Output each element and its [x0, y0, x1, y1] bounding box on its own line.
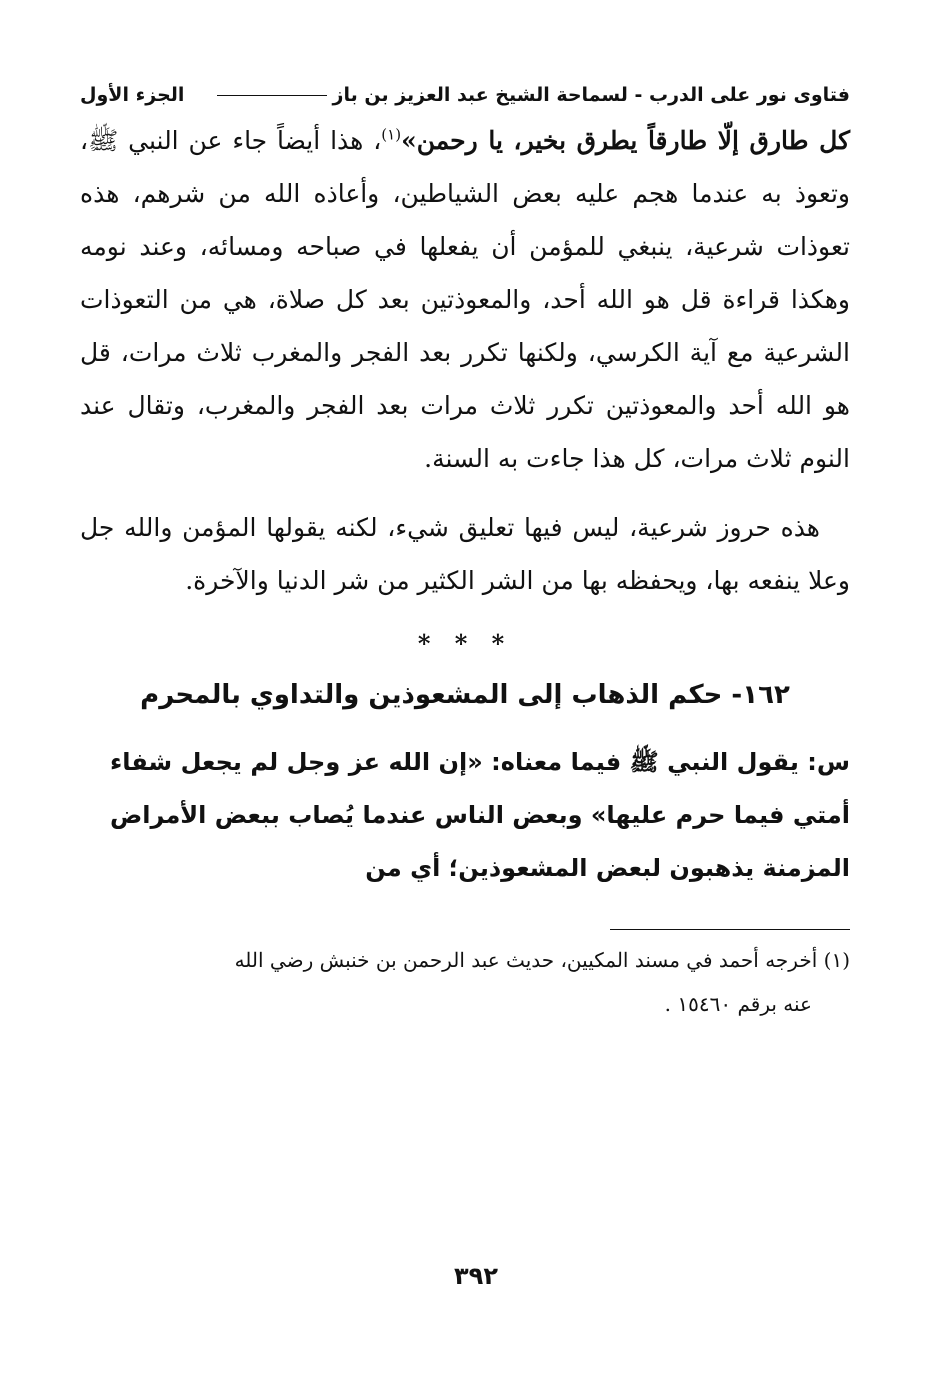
footnote	[80, 938, 850, 1026]
page-number: ٣٩٢	[454, 1262, 498, 1290]
header-part: الجزء الأول	[80, 84, 185, 106]
quote-end: كل طارق إلّا طارقاً يطرق بخير، يا رحمن»	[401, 126, 850, 155]
footnote-rule	[610, 929, 850, 930]
book-title: فتاوى نور على الدرب - لسماحة الشيخ عبد العزيز بن باز	[332, 84, 850, 106]
footnote-line-2: عنه برقم ١٥٤٦٠ .	[664, 992, 812, 1016]
paragraph-2: هذه حروز شرعية، ليس فيها تعليق شيء، لكنه يقولها المؤمن والله جل وعلا ينفعه بها، ويحفظه بها من الشر الكثير من شر الدنيا والآخرة.	[80, 513, 850, 595]
footnote-marker: (١)	[823, 948, 850, 972]
running-header	[80, 84, 850, 114]
header-title	[211, 84, 850, 106]
paragraph-1-text: ، هذا أيضاً جاء عن النبي ﷺ، وتعوذ به عندما هجم عليه بعض الشياطين، وأعاذه الله من شرهم، هذه تعوذات شرعية، ينبغي للمؤمن أن يفعلها في صباحه ومسائه، وعند نومه وهكذا قراءة قل هو الله أحد، والمعوذتين بعد كل صلاة، هي من التعوذات الشرعية مع آية الكرسي، ولكنها تكرر بعد الفجر والمغرب ثلاث مرات، قل هو الله أحد والمعوذتين تكرر ثلاث مرات بعد الفجر والمغرب، وتقال عند النوم ثلاث مرات، كل هذا جاءت به السنة.	[80, 126, 850, 473]
question-text: س: يقول النبي ﷺ فيما معناه: «إن الله عز وجل لم يجعل شفاء أمتي فيما حرم عليها» وبعض الناس عندما يُصاب ببعض الأمراض المزمنة يذهبون لبعض المشعوذين؛ أي من	[110, 748, 850, 882]
section-heading: ١٦٢- حكم الذهاب إلى المشعوذين والتداوي بالمحرم	[140, 680, 790, 710]
footnote-ref: (١)	[381, 125, 402, 144]
paragraph-1	[80, 114, 850, 485]
section-separator: * * *	[417, 629, 513, 658]
page-content	[80, 84, 850, 1026]
header-rule	[217, 95, 327, 96]
footnote-line-1: أخرجه أحمد في مسند المكيين، حديث عبد الرحمن بن خنبش رضي الله	[234, 948, 818, 972]
